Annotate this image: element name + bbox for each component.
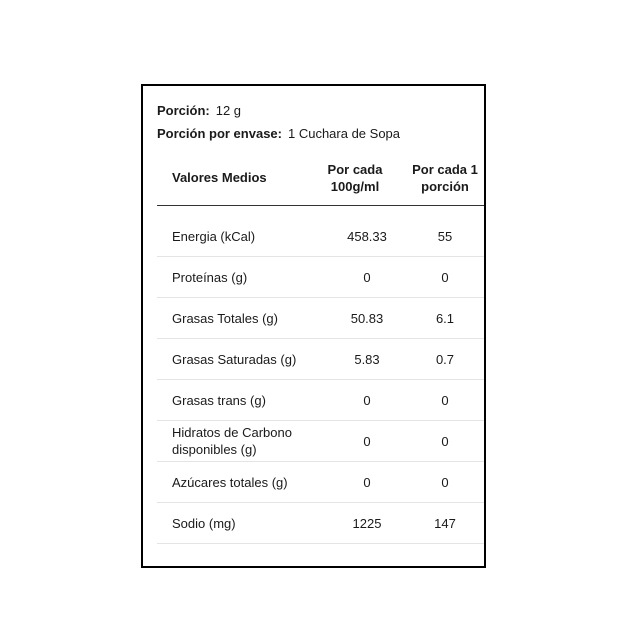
value-per-100g: 0 bbox=[363, 474, 371, 490]
nutrient-name: Grasas Saturadas (g) bbox=[172, 351, 297, 367]
value-per-serving: 0 bbox=[441, 433, 449, 449]
table-row bbox=[157, 257, 484, 298]
table-row bbox=[157, 298, 484, 339]
value-per-100g: 0 bbox=[363, 392, 371, 408]
table-row bbox=[157, 380, 484, 421]
servings-per-container-value: 1 Cuchara de Sopa bbox=[287, 126, 401, 141]
nutrient-name: Grasas trans (g) bbox=[172, 392, 266, 408]
nutrient-name: Proteínas (g) bbox=[172, 269, 248, 285]
value-per-serving: 0 bbox=[441, 269, 449, 285]
value-per-serving: 0 bbox=[441, 474, 449, 490]
value-per-serving: 0.7 bbox=[435, 351, 455, 367]
value-per-serving: 0 bbox=[441, 392, 449, 408]
header-nutrient: Valores Medios bbox=[172, 170, 267, 185]
servings-per-container-label: Porción por envase: bbox=[157, 126, 282, 141]
table-row bbox=[157, 216, 484, 257]
serving-size-label: Porción: bbox=[157, 103, 210, 118]
table-header bbox=[157, 150, 484, 206]
header-per-100g: Por cada 100g/ml bbox=[327, 161, 383, 194]
nutrient-name: Grasas Totales (g) bbox=[172, 310, 278, 326]
value-per-serving: 6.1 bbox=[435, 310, 455, 326]
value-per-100g: 5.83 bbox=[354, 351, 380, 367]
value-per-100g: 0 bbox=[363, 269, 371, 285]
value-per-serving: 147 bbox=[434, 515, 456, 531]
value-per-100g: 1225 bbox=[352, 515, 382, 531]
servings-per-container-line bbox=[157, 126, 400, 141]
value-per-100g: 458.33 bbox=[347, 228, 387, 244]
table-row bbox=[157, 503, 484, 544]
value-per-100g: 0 bbox=[363, 433, 371, 449]
serving-size-line bbox=[157, 103, 241, 118]
value-per-serving: 55 bbox=[437, 228, 453, 244]
table-row bbox=[157, 462, 484, 503]
table-row bbox=[157, 339, 484, 380]
header-per-serving: Por cada 1 porción bbox=[412, 161, 478, 194]
nutrient-name: Sodio (mg) bbox=[172, 515, 236, 531]
nutrient-name: Azúcares totales (g) bbox=[172, 474, 288, 490]
table-body bbox=[157, 216, 484, 544]
serving-size-value: 12 g bbox=[215, 103, 242, 118]
nutrition-facts-panel bbox=[141, 84, 486, 568]
table-row bbox=[157, 421, 484, 462]
nutrient-name: Energia (kCal) bbox=[172, 228, 256, 244]
nutrient-name: Hidratos de Carbono disponibles (g) bbox=[172, 425, 292, 457]
value-per-100g: 50.83 bbox=[350, 310, 384, 326]
